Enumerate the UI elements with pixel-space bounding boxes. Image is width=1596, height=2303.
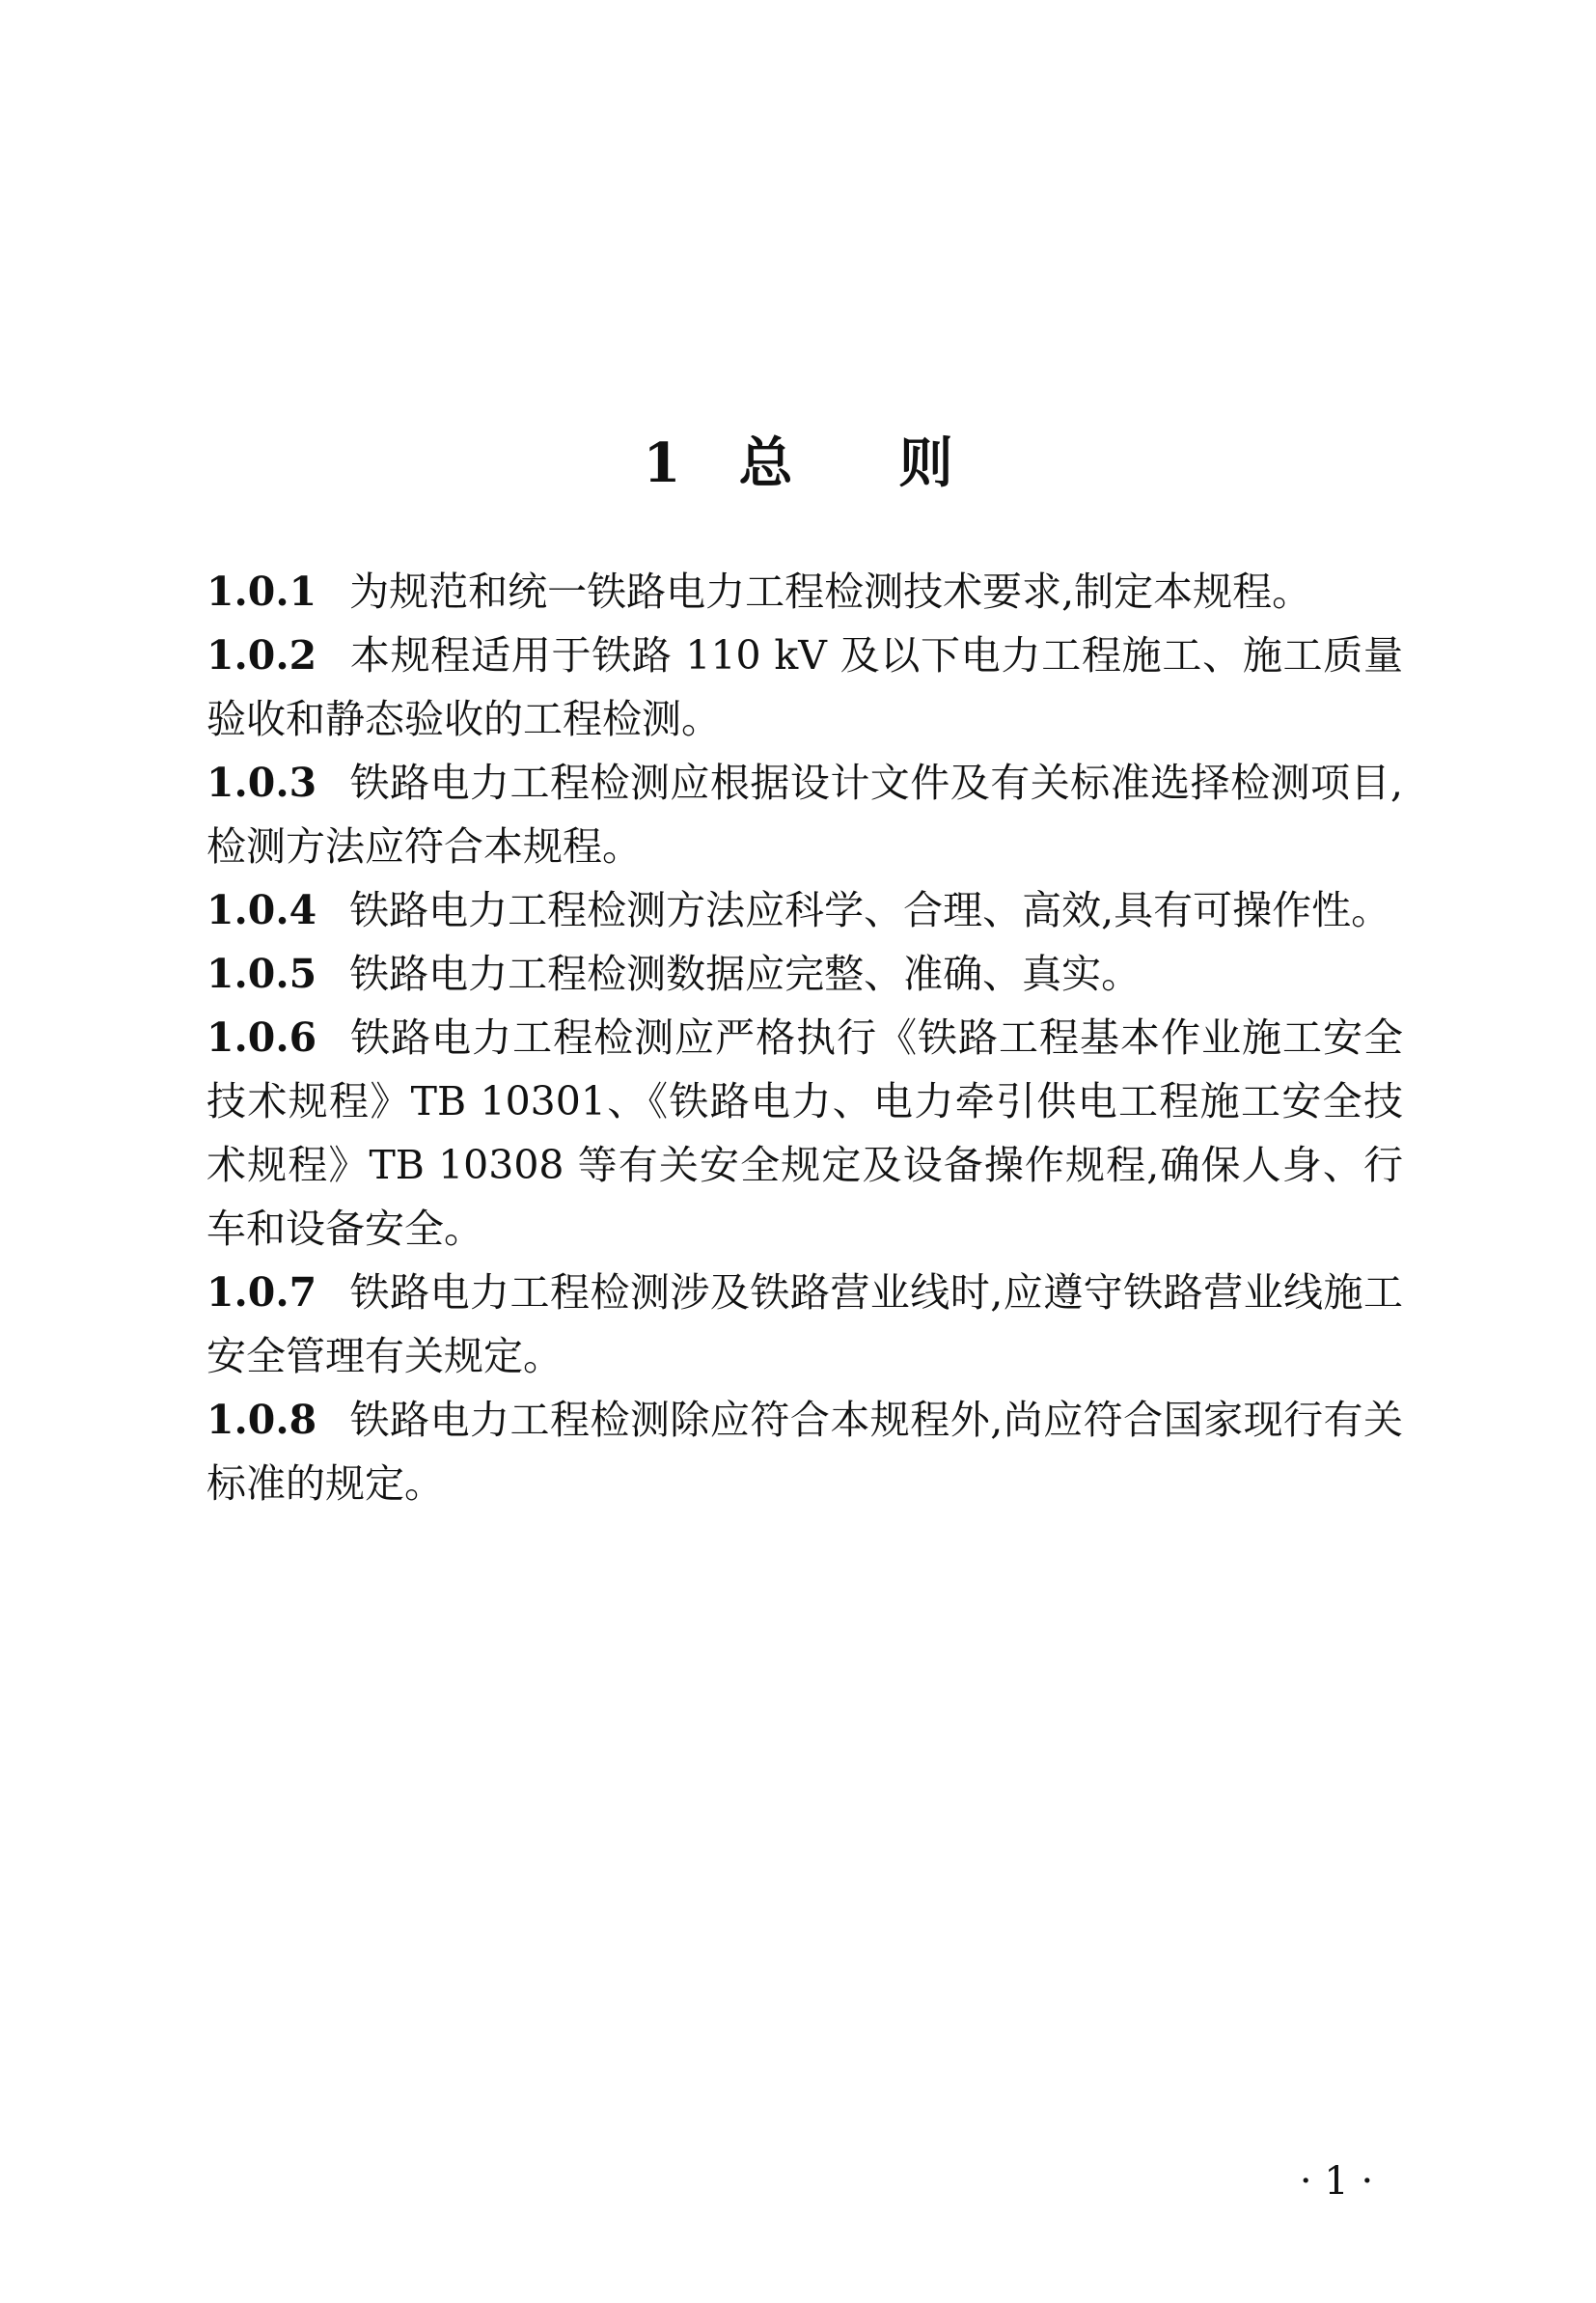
clause-number: 1.0.8 <box>206 1397 317 1443</box>
chapter-title <box>0 427 1596 500</box>
page-number: · 1 · <box>1299 2159 1374 2204</box>
clause-number: 1.0.3 <box>206 760 317 806</box>
clause-1-0-7 <box>206 1261 1403 1388</box>
clause-text: 铁路电力工程检测涉及铁路营业线时,应遵守铁路营业线施工安全管理有关规定。 <box>206 1269 1403 1379</box>
clause-text: 铁路电力工程检测方法应科学、合理、高效,具有可操作性。 <box>349 887 1391 933</box>
clause-number: 1.0.5 <box>206 951 317 997</box>
clause-text: 铁路电力工程检测应根据设计文件及有关标准选择检测项目,检测方法应符合本规程。 <box>206 760 1403 870</box>
clause-1-0-3 <box>206 751 1403 878</box>
clause-1-0-2 <box>206 624 1403 751</box>
clause-number: 1.0.2 <box>206 632 317 679</box>
clause-number: 1.0.4 <box>206 887 317 933</box>
clause-number: 1.0.6 <box>206 1014 317 1061</box>
clause-1-0-8 <box>206 1388 1403 1515</box>
clause-1-0-1 <box>206 560 1403 624</box>
clause-number: 1.0.7 <box>206 1269 317 1316</box>
chapter-number: 1 <box>643 431 681 495</box>
clause-text: 铁路电力工程检测应严格执行《铁路工程基本作业施工安全技术规程》TB 10301、《铁路电力、电力牵引供电工程施工安全技术规程》TB 10308 等有关安全规定及设备操作规程,确保人身、行车和设备安全。 <box>206 1014 1403 1252</box>
chapter-title-part1: 总 <box>738 431 793 495</box>
clause-number: 1.0.1 <box>206 569 317 615</box>
clause-text: 铁路电力工程检测数据应完整、准确、真实。 <box>349 951 1142 997</box>
clause-1-0-4 <box>206 878 1403 942</box>
clause-text: 为规范和统一铁路电力工程检测技术要求,制定本规程。 <box>349 569 1312 615</box>
clause-1-0-6 <box>206 1006 1403 1261</box>
chapter-title-part2: 则 <box>898 431 953 495</box>
clause-text: 铁路电力工程检测除应符合本规程外,尚应符合国家现行有关标准的规定。 <box>206 1397 1403 1507</box>
clause-text: 本规程适用于铁路 110 kV 及以下电力工程施工、施工质量验收和静态验收的工程检测。 <box>206 632 1403 742</box>
clause-list <box>206 560 1403 1515</box>
clause-1-0-5 <box>206 942 1403 1006</box>
